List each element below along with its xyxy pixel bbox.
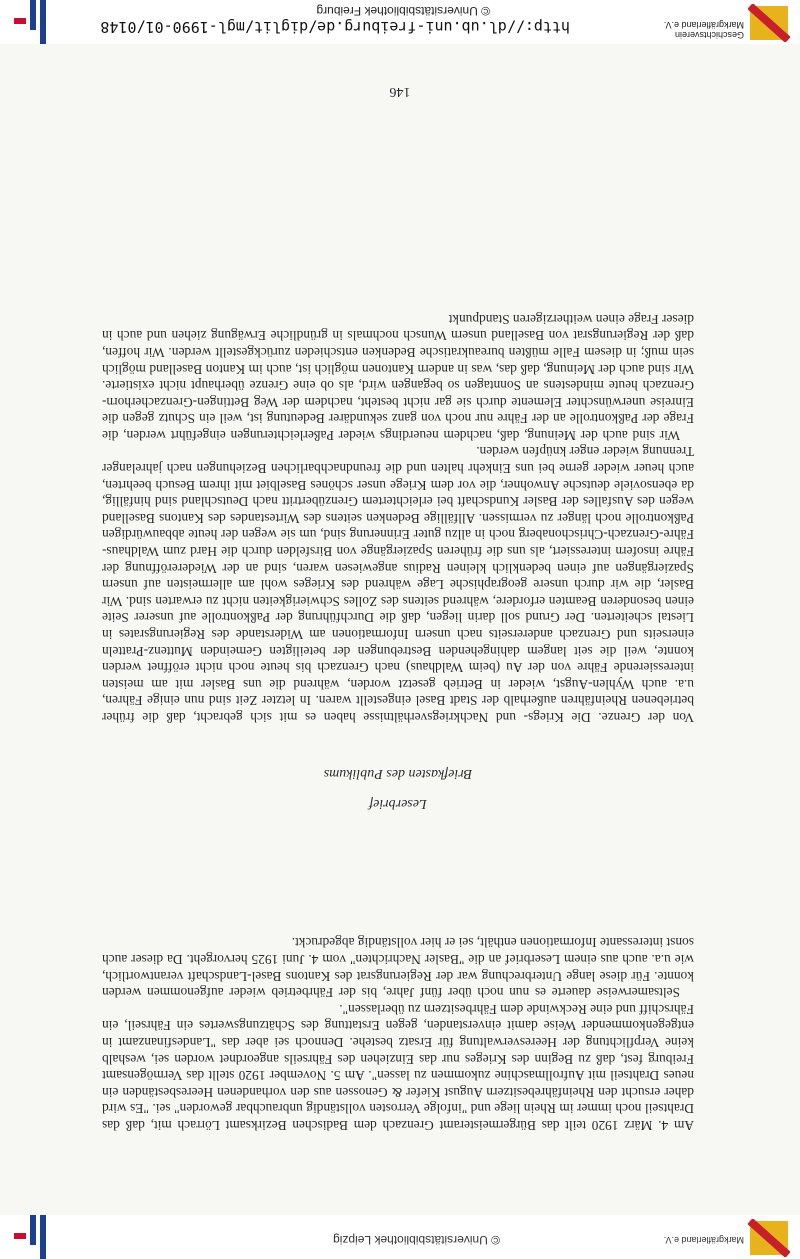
paragraph: Seltsamerweise dauerte es nun noch über fünf Jahre, bis der Fährbetrieb wieder aufgenommen werden konnte. Für diese lange Unterbrechung war der Regierungsrat des Kantons Basel-Landschaft verantwortlich, wie u.a. auch aus einem Leserbrief an die "Basler Nachrichten" vom 4. Juni 1925 hervorgeht. Da dieser auch sonst interessante Informationen enthält, sei er hier vollständig abgedruckt. xyxy=(102,935,694,1001)
society-coat-of-arms-icon xyxy=(748,1219,790,1257)
viewer-header-strip xyxy=(0,1215,800,1259)
header-society-name: Markgräflerland e.V. xyxy=(663,1235,744,1245)
page-number: 146 xyxy=(389,84,411,99)
scanned-book-page xyxy=(0,17,800,1215)
permalink-url[interactable]: http://dl.ub.uni-freiburg.de/diglit/mgl-1990-01/0148 xyxy=(100,18,570,36)
section-subheading: Briefkasten des Publikums xyxy=(323,766,473,781)
header-library-credit: © Universitätsbibliothek Leipzig xyxy=(333,1233,500,1247)
paragraph: Am 4. März 1920 teilt das Bürgermeisteramt Grenzach dem Badischen Bezirksamt Lörrach mit, daß das Drahtseil noch immer im Rhein liege und "infolge Verrosten vollständig unbrauchbar geworden" sei. "Es wird daher ersucht den Rheinfährebesitzern August Kiefer & Genossen aus den vorhandenen Heeresbeständen ein neues Drahtseil mit Aufrollmaschine zukommen zu lassen". Am 5. November 1920 stellt das Vermögensamt Freiburg fest, daß zu Beginn des Krieges nur das Einziehen des Fährseils angeordnet worden sei, weshalb keine Verpflichtung der Heeresverwaltung für Ersatz bestehe. Dennoch sei aber das "Landesfinanzamt in entgegenkommender Weise damit einverstanden, gegen Erstattung des Schätzungswertes ein Fährseil, ein Fährschiff und eine Reckwinde dem Fährbesitzern zu überlassen". xyxy=(102,1001,694,1133)
society-line: Markgräflerland e.V. xyxy=(663,20,744,30)
library-logo-icon xyxy=(8,1215,52,1259)
paragraph: Wir sind auch der Meinung, daß, nachdem neuerdings wieder Paßerleichterungen eingeführt werden, die Frage der Paßkontrolle an der Fähre nur noch von ganz sekundärer Bedeutung ist, weil ein Schutz gegen die Einreise unerwünschter Elemente durch sie gar nicht besteht, nachdem der Weg Bettingen-Grenzacherhorn-Grenzach heute mindestens an Sonntagen so begangen wird, als ob eine Grenze überhaupt nicht existierte. Wir sind auch der Meinung, daß das, was in andern Kantonen möglich ist, auch im Kanton Baselland möglich sein muß; in diesem Falle müßten bureaukratische Bedenken entschieden zurückgestellt werden. Wir hoffen, daß der Regierungsrat von Baselland unsern Wunsch nochmals in gründliche Erwägung ziehen und auch in dieser Frage einen weitherzigeren Standpunkt xyxy=(102,311,694,443)
section-heading-letter: Leserbrief xyxy=(369,796,427,811)
society-line: Geschichtsverein xyxy=(674,30,744,40)
society-coat-of-arms-icon xyxy=(748,4,790,42)
viewer-footer-strip xyxy=(0,0,800,44)
body-text-upper xyxy=(102,934,694,1133)
footer-society-name xyxy=(658,20,744,40)
body-text-letter xyxy=(102,310,694,725)
library-logo-icon xyxy=(8,0,52,44)
copyright-notice: © Universitätsbibliothek Freiburg xyxy=(316,4,490,18)
paragraph: Von der Grenze. Die Kriegs- und Nachkriegsverhältnisse haben es mit sich gebracht, daß die früher betriebenen Rheinfähren außerhalb der Stadt Basel eingestellt waren. In letzter Zeit sind nun einige Fähren, u.a. auch Wyhlen-Augst, wieder in Betrieb gesetzt worden, während die uns Basler mit am meisten interessierende Fähre von der Au (beim Waldhaus) nach Grenzach bis heute noch nicht eröffnet werden konnte, weil die seit langem dahingehenden Bestrebungen der beteiligten Gemeinden Muttenz-Pratteln einerseits und Grenzach andererseits nach unsern Informationen am Widerstande des Regierungsrates in Liestal scheiterten. Der Grund soll darin liegen, daß die Durchführung der Paßkontrolle auf unserer Seite einen besonderen Beamten erfordere, während seitens des Zolles Schwierigkeiten nicht zu erwarten sind. Wir Basler, die wir durch unsere geographische Lage während des Krieges wohl am allermeisten auf unsern Spaziergängen auf einen bedenklich kleinen Radius angewiesen waren, sind an der Wiedereröffnung der Fähre insofern interessiert, als uns die früheren Spaziergänge von Birsfelden durch die Hard zum Waldhaus-Fähre-Grenzach-Chrischonaberg noch in allzu guter Erinnerung sind, um sie wegen der heute abbauwürdigen Paßkontrolle noch länger zu vermissen. Allfällige Bedenken seitens des Wirtestandes des Kantons Baselland wegen des Ausfalles der Basler Kundschaft bei erleichtertem Grenzübertritt nach Deutschland sind hinfällig, da ebensoviele deutsche Anwohner, die vor dem Kriege unser schönes Baselbiet mit ihrem Besuch beehrten, auch heuer wieder gerne bei uns Einkehr halten und die freundnachbarlichen Beziehungen nach jahrelanger Trennung wieder enger knüpfen werden. xyxy=(102,444,694,725)
